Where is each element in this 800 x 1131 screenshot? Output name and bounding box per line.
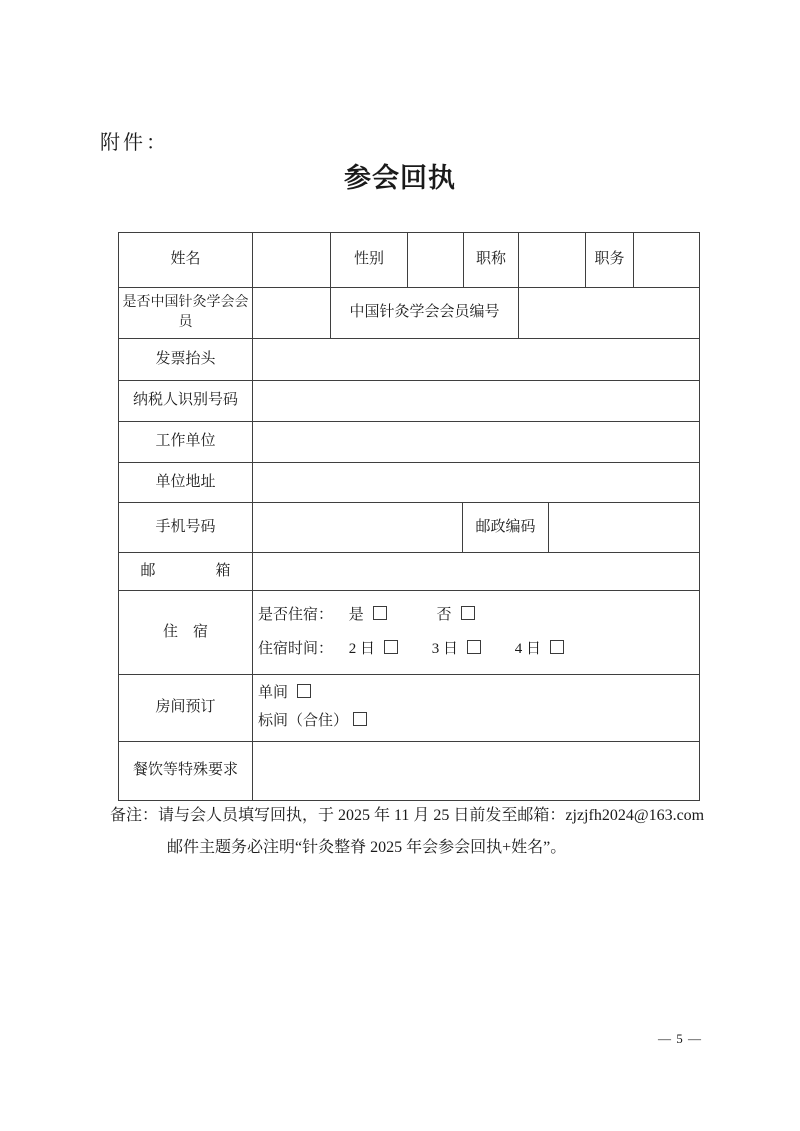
mobile-input-cell[interactable]	[253, 503, 463, 552]
name-input-cell[interactable]	[253, 233, 331, 287]
prof-title-label: 职称	[464, 233, 519, 287]
table-row-taxpayer-id	[119, 381, 699, 422]
invoice-title-input-cell[interactable]	[253, 339, 699, 380]
checkbox-room-standard[interactable]	[353, 712, 367, 726]
accommodation-day4-label: 4 日	[514, 640, 542, 657]
taxpayer-id-label: 纳税人识别号码	[119, 381, 253, 421]
table-row-dietary	[119, 742, 699, 800]
unit-address-input-cell[interactable]	[253, 463, 699, 502]
page-title: 参会回执	[344, 163, 456, 193]
room-booking-label: 房间预订	[119, 675, 253, 741]
accommodation-time-label: 住宿时间：	[258, 640, 334, 657]
room-booking-options-cell	[253, 675, 699, 741]
member-no-label: 中国针灸学会会员编号	[331, 288, 519, 338]
prof-title-input-cell[interactable]	[519, 233, 586, 287]
attachment-label: 附件：	[100, 132, 169, 154]
room-standard-label: 标间（合住）	[258, 713, 349, 730]
table-row-work-unit	[119, 422, 699, 463]
work-unit-input-cell[interactable]	[253, 422, 699, 462]
work-unit-label: 工作单位	[119, 422, 253, 462]
checkbox-day2[interactable]	[384, 640, 398, 654]
taxpayer-id-input-cell[interactable]	[253, 381, 699, 421]
gender-label: 性别	[331, 233, 408, 287]
email-label: 邮 箱	[119, 553, 253, 590]
position-input-cell[interactable]	[634, 233, 699, 287]
table-row-email	[119, 553, 699, 591]
membership-input-cell[interactable]	[253, 288, 331, 338]
checkbox-day3[interactable]	[467, 640, 481, 654]
accommodation-options-cell	[253, 591, 699, 674]
checkbox-day4[interactable]	[550, 640, 564, 654]
accommodation-label: 住 宿	[119, 591, 253, 674]
table-row-room-booking	[119, 675, 699, 742]
postal-code-label: 邮政编码	[463, 503, 549, 552]
dietary-input-cell[interactable]	[253, 742, 699, 800]
table-row-basic-info	[119, 233, 699, 288]
checkbox-room-single[interactable]	[297, 684, 311, 698]
membership-label: 是否中国针灸学会会员	[119, 288, 253, 338]
table-row-invoice-title	[119, 339, 699, 381]
note-line-1: 备注：请与会人员填写回执，于 2025 年 11 月 25 日前发至邮箱：zjzjfh2024@163.com	[110, 807, 705, 824]
email-input-cell[interactable]	[253, 553, 699, 590]
accommodation-question-line	[258, 605, 475, 627]
table-row-unit-address	[119, 463, 699, 503]
accommodation-time-line	[258, 639, 564, 661]
room-single-label: 单间	[258, 684, 289, 701]
member-no-input-cell[interactable]	[519, 288, 699, 338]
table-row-accommodation	[119, 591, 699, 675]
invoice-title-label: 发票抬头	[119, 339, 253, 380]
accommodation-day2-label: 2 日	[348, 640, 376, 657]
position-label: 职务	[586, 233, 634, 287]
room-standard-line	[258, 711, 367, 733]
note-block	[110, 806, 716, 857]
mobile-label: 手机号码	[119, 503, 253, 552]
room-single-line	[258, 683, 311, 705]
accommodation-question-label: 是否住宿：	[258, 606, 334, 623]
gender-input-cell[interactable]	[408, 233, 464, 287]
checkbox-accommodation-yes[interactable]	[373, 606, 387, 620]
reply-form-table	[118, 232, 700, 801]
name-label: 姓名	[119, 233, 253, 287]
postal-code-input-cell[interactable]	[549, 503, 699, 552]
accommodation-yes-label: 是	[348, 606, 364, 623]
dietary-label: 餐饮等特殊要求	[119, 742, 253, 800]
accommodation-day3-label: 3 日	[431, 640, 459, 657]
page-number: — 5 —	[658, 1031, 702, 1046]
checkbox-accommodation-no[interactable]	[461, 606, 475, 620]
unit-address-label: 单位地址	[119, 463, 253, 502]
table-row-mobile	[119, 503, 699, 553]
note-line-2: 邮件主题务必注明“针灸整脊 2025 年会参会回执+姓名”。	[167, 839, 567, 856]
table-row-membership	[119, 288, 699, 339]
accommodation-no-label: 否	[436, 606, 452, 623]
